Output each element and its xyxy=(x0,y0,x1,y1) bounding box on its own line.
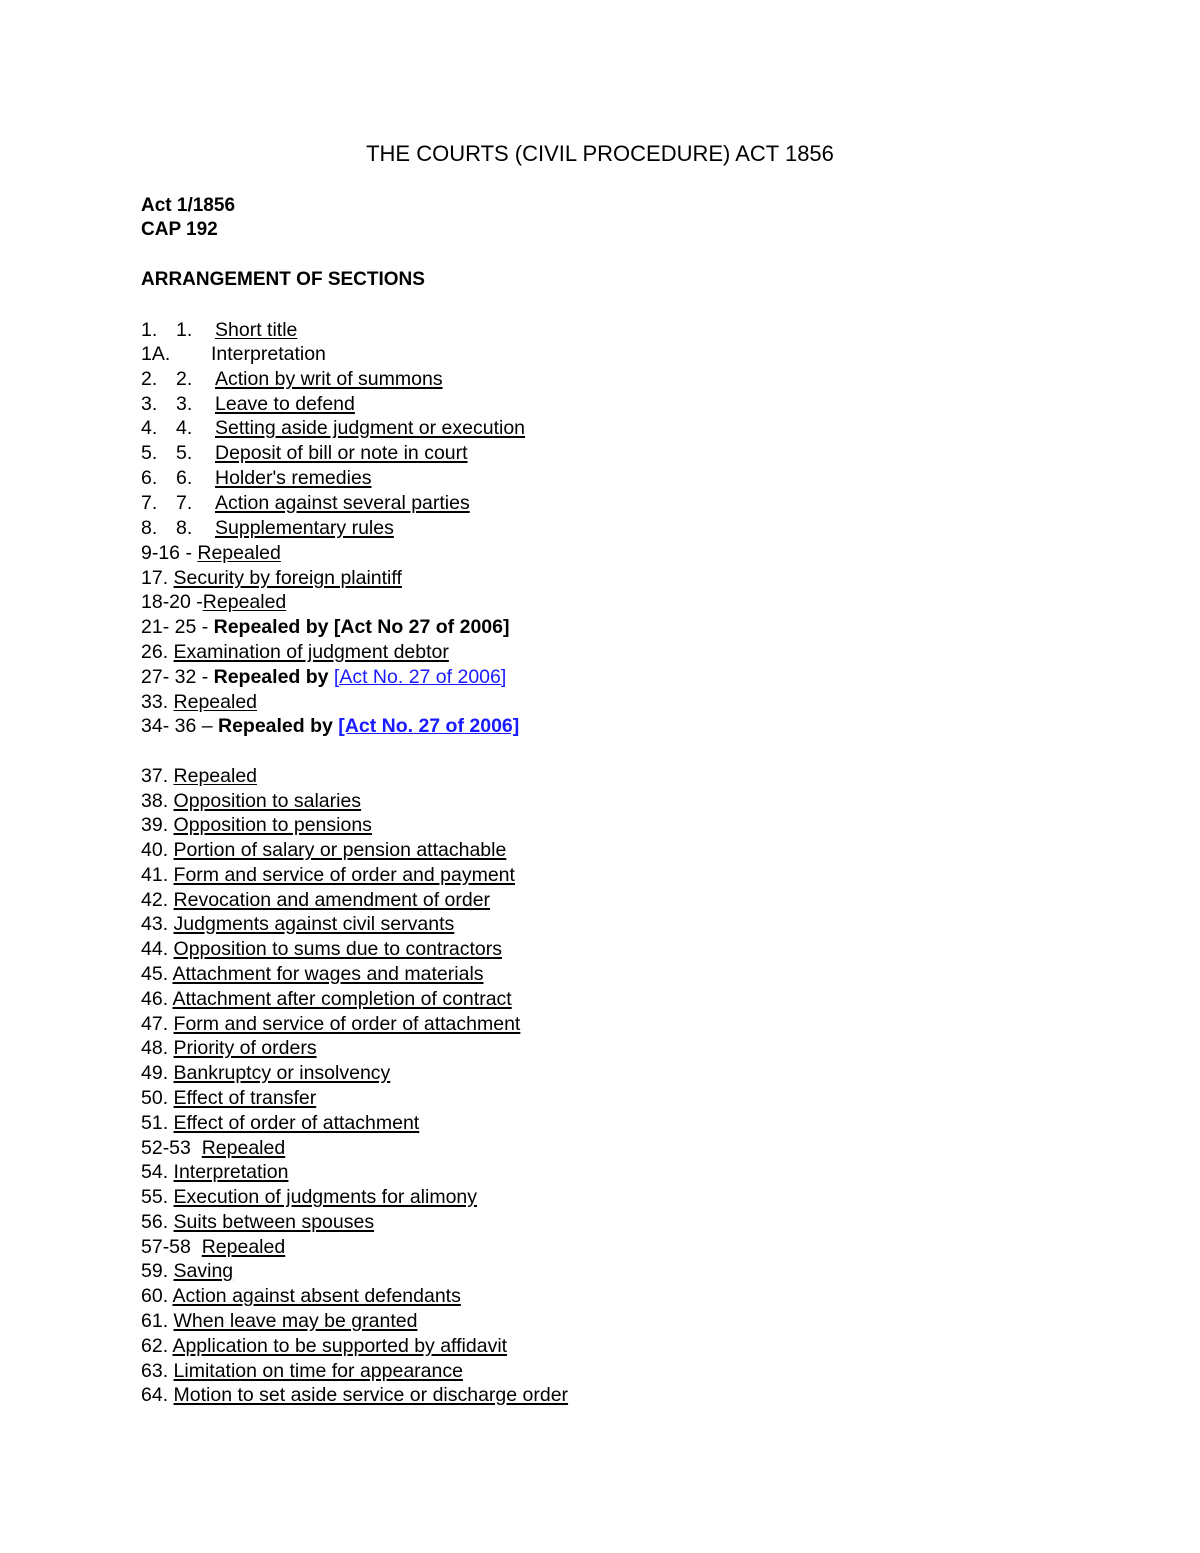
section-row xyxy=(141,615,509,639)
section-number: 43. xyxy=(141,913,174,935)
section-link[interactable]: Effect of transfer xyxy=(173,1087,317,1109)
section-link[interactable]: Opposition to salaries xyxy=(173,790,362,812)
section-row xyxy=(141,987,512,1011)
section-link[interactable]: Short title xyxy=(215,319,298,341)
section-number: 45. xyxy=(141,963,173,985)
section-row xyxy=(141,1309,417,1333)
section-link[interactable]: Attachment after completion of contract xyxy=(172,988,512,1010)
section-row xyxy=(141,1061,390,1085)
section-row xyxy=(141,541,281,565)
section-number: 6. xyxy=(141,467,158,489)
section-number: 18-20 - xyxy=(141,591,203,613)
section-row xyxy=(141,491,470,515)
section-link[interactable]: Deposit of bill or note in court xyxy=(215,442,468,464)
section-number: 44. xyxy=(141,938,174,960)
section-number: 57-58 xyxy=(141,1236,202,1258)
section-row xyxy=(141,416,525,440)
section-number: 49. xyxy=(141,1062,174,1084)
section-link[interactable]: Opposition to pensions xyxy=(173,814,372,836)
section-number-repeat: 3. xyxy=(176,393,193,415)
section-number: 27- 32 - xyxy=(141,666,214,688)
section-link[interactable]: Form and service of order of attachment xyxy=(173,1013,521,1035)
section-link[interactable]: Saving xyxy=(173,1260,234,1282)
section-row xyxy=(141,888,490,912)
section-number: 34- 36 – xyxy=(141,715,218,737)
document-title: THE COURTS (CIVIL PROCEDURE) ACT 1856 xyxy=(366,141,834,166)
section-number: 62. xyxy=(141,1335,173,1357)
section-link[interactable]: Portion of salary or pension attachable xyxy=(173,839,507,861)
section-number: 1A. xyxy=(141,343,171,365)
section-link[interactable]: Limitation on time for appearance xyxy=(173,1360,463,1382)
section-row xyxy=(141,665,506,689)
section-row xyxy=(141,1185,477,1209)
section-row xyxy=(141,1359,463,1383)
section-number: 21- 25 - xyxy=(141,616,214,638)
section-row xyxy=(141,392,355,416)
section-row xyxy=(141,516,394,540)
section-row xyxy=(141,1284,461,1308)
section-row xyxy=(141,1259,233,1283)
section-link[interactable]: When leave may be granted xyxy=(173,1310,418,1332)
section-link[interactable]: Setting aside judgment or execution xyxy=(215,417,526,439)
section-link[interactable]: Action against absent defendants xyxy=(172,1285,461,1307)
section-row xyxy=(141,937,502,961)
section-link[interactable]: Examination of judgment debtor xyxy=(173,641,449,663)
section-number: 9-16 - xyxy=(141,542,198,564)
section-number: 3. xyxy=(141,393,158,415)
section-link[interactable]: Action by writ of summons xyxy=(215,368,443,390)
section-row xyxy=(141,912,454,936)
section-row xyxy=(141,1012,520,1036)
section-number-repeat: 7. xyxy=(176,492,193,514)
section-number: 63. xyxy=(141,1360,174,1382)
act-reference-link[interactable]: [Act No. 27 of 2006] xyxy=(333,666,507,688)
section-row xyxy=(141,441,468,465)
section-link[interactable]: Action against several parties xyxy=(215,492,470,514)
section-link[interactable]: Opposition to sums due to contractors xyxy=(173,938,502,960)
repeal-note: Repealed by [Act No 27 of 2006] xyxy=(213,616,510,638)
section-number: 51. xyxy=(141,1112,174,1134)
section-link[interactable]: Interpretation xyxy=(173,1161,289,1183)
section-row xyxy=(141,1235,285,1259)
repeal-note: Repealed by xyxy=(213,666,334,688)
section-link[interactable]: Bankruptcy or insolvency xyxy=(173,1062,391,1084)
section-link[interactable]: Priority of orders xyxy=(173,1037,317,1059)
section-row xyxy=(141,590,286,614)
section-row xyxy=(141,1136,285,1160)
section-link[interactable]: Repealed xyxy=(201,1236,286,1258)
repeal-note: Repealed by xyxy=(217,715,339,737)
section-row xyxy=(141,1036,317,1060)
arrangement-heading: ARRANGEMENT OF SECTIONS xyxy=(141,269,425,290)
section-row xyxy=(141,1210,374,1234)
section-link[interactable]: Repealed xyxy=(201,1137,286,1159)
section-link[interactable]: Security by foreign plaintiff xyxy=(173,567,402,589)
section-link[interactable]: Attachment for wages and materials xyxy=(172,963,484,985)
section-row xyxy=(141,566,402,590)
section-row xyxy=(141,1086,316,1110)
section-link[interactable]: Holder's remedies xyxy=(215,467,372,489)
section-number: 2. xyxy=(141,368,158,390)
section-link[interactable]: Repealed xyxy=(173,765,258,787)
section-number: 52-53 xyxy=(141,1137,202,1159)
section-number: 50. xyxy=(141,1087,174,1109)
section-link[interactable]: Execution of judgments for alimony xyxy=(173,1186,478,1208)
section-row xyxy=(141,764,257,788)
section-number-repeat: 4. xyxy=(176,417,193,439)
section-number: 48. xyxy=(141,1037,174,1059)
section-link[interactable]: Effect of order of attachment xyxy=(173,1112,420,1134)
section-number: 39. xyxy=(141,814,174,836)
section-link[interactable]: Repealed xyxy=(197,542,281,564)
section-link[interactable]: Repealed xyxy=(173,691,258,713)
section-number: 38. xyxy=(141,790,174,812)
act-reference-link[interactable]: [Act No. 27 of 2006] xyxy=(338,715,520,737)
section-number-repeat: 1. xyxy=(176,319,193,341)
section-row xyxy=(141,640,449,664)
section-number: 56. xyxy=(141,1211,174,1233)
section-row xyxy=(141,1160,288,1184)
section-number: 33. xyxy=(141,691,174,713)
section-link[interactable]: Repealed xyxy=(202,591,287,613)
section-link[interactable]: Leave to defend xyxy=(215,393,355,415)
section-row xyxy=(141,466,372,490)
section-link[interactable]: Motion to set aside service or discharge order xyxy=(173,1384,569,1406)
section-number-repeat: 6. xyxy=(176,467,193,489)
section-number: 46. xyxy=(141,988,173,1010)
section-row xyxy=(141,962,484,986)
section-number: 26. xyxy=(141,641,174,663)
section-row xyxy=(141,1334,507,1358)
section-number: 55. xyxy=(141,1186,174,1208)
section-row xyxy=(141,690,257,714)
section-number: 61. xyxy=(141,1310,174,1332)
section-row xyxy=(141,1111,419,1135)
section-row xyxy=(141,838,506,862)
section-number: 4. xyxy=(141,417,158,439)
section-row xyxy=(141,342,326,366)
section-row xyxy=(141,318,297,342)
section-link[interactable]: Revocation and amendment of order xyxy=(173,889,491,911)
section-link[interactable]: Suits between spouses xyxy=(173,1211,375,1233)
section-row xyxy=(141,714,519,738)
section-row xyxy=(141,813,372,837)
section-number-repeat: 2. xyxy=(176,368,193,390)
section-link[interactable]: Application to be supported by affidavit xyxy=(172,1335,508,1357)
section-number: 37. xyxy=(141,765,174,787)
cap-number: CAP 192 xyxy=(141,219,218,240)
section-number: 5. xyxy=(141,442,158,464)
section-number: 7. xyxy=(141,492,158,514)
section-number: 40. xyxy=(141,839,174,861)
section-link[interactable]: Supplementary rules xyxy=(215,517,394,539)
section-number: 47. xyxy=(141,1013,174,1035)
section-number: 1. xyxy=(141,319,158,341)
section-number: 54. xyxy=(141,1161,174,1183)
section-link[interactable]: Form and service of order and payment xyxy=(173,864,515,886)
section-number: 60. xyxy=(141,1285,173,1307)
section-row xyxy=(141,367,443,391)
section-row xyxy=(141,789,361,813)
act-number: Act 1/1856 xyxy=(141,195,236,216)
section-number: 8. xyxy=(141,517,158,539)
section-number: 17. xyxy=(141,567,174,589)
section-row xyxy=(141,1383,568,1407)
section-number: 59. xyxy=(141,1260,174,1282)
section-link[interactable]: Judgments against civil servants xyxy=(173,913,455,935)
section-row xyxy=(141,863,515,887)
section-title: Interpretation xyxy=(211,343,326,365)
section-number-repeat: 5. xyxy=(176,442,193,464)
section-number: 64. xyxy=(141,1384,174,1406)
section-number: 41. xyxy=(141,864,174,886)
section-number: 42. xyxy=(141,889,174,911)
section-number-repeat: 8. xyxy=(176,517,193,539)
